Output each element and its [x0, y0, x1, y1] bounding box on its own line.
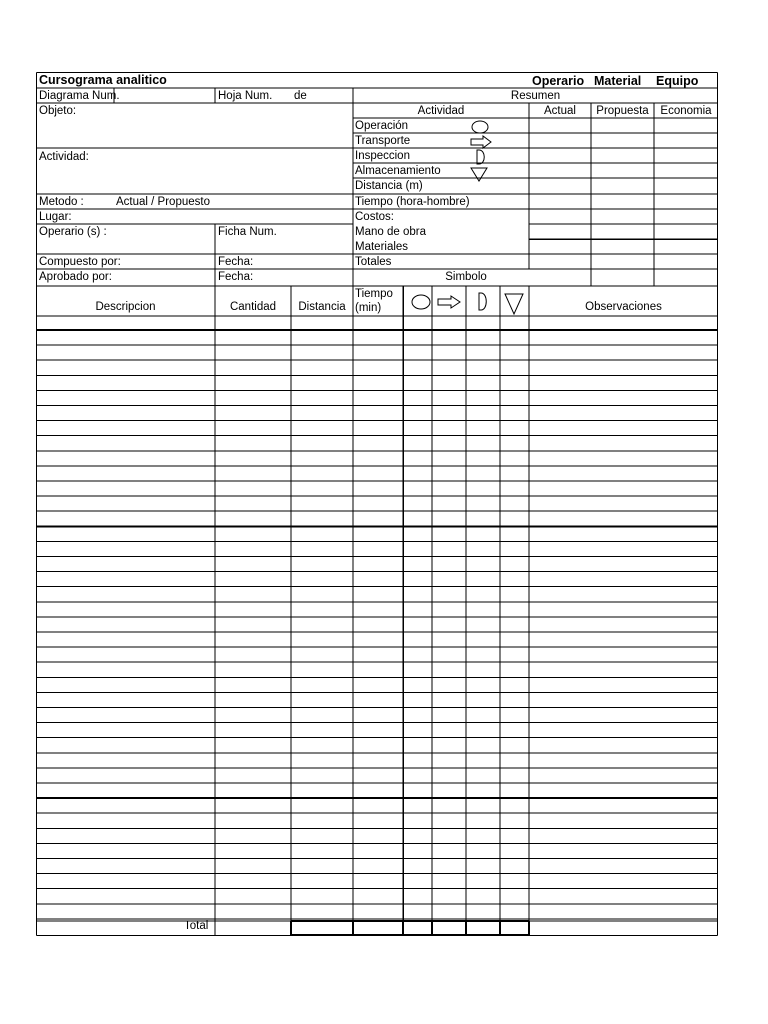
- col-tiempo-unit: (min): [355, 302, 382, 314]
- resumen-col-propuesta: Propuesta: [596, 105, 649, 117]
- total-label: Total: [184, 920, 209, 932]
- col-tiempo: Tiempo: [355, 288, 393, 300]
- objeto-label: Objeto:: [39, 105, 77, 117]
- resumen-distancia: Distancia (m): [355, 180, 423, 192]
- form-title: Cursograma analitico: [39, 73, 167, 87]
- diagrama-num-label: Diagrama Num.: [39, 90, 120, 102]
- fecha-label-1: Fecha:: [218, 256, 254, 268]
- circle-icon: [410, 293, 432, 311]
- type-operario: Operario: [532, 74, 585, 88]
- resumen-tiempo: Tiempo (hora-hombre): [355, 196, 470, 208]
- resumen-costos: Costos:: [355, 211, 394, 223]
- resumen-col-economia: Economia: [660, 105, 712, 117]
- type-equipo: Equipo: [656, 74, 699, 88]
- resumen-simbolo: Simbolo: [445, 271, 487, 283]
- arrow-right-icon: [437, 295, 461, 309]
- triangle-down-icon: [470, 166, 488, 182]
- resumen-materiales: Materiales: [355, 241, 409, 253]
- lugar-label: Lugar:: [39, 211, 72, 223]
- col-cantidad: Cantidad: [229, 301, 277, 313]
- col-distancia: Distancia: [298, 301, 346, 313]
- arrow-right-icon: [470, 135, 492, 149]
- de-label: de: [294, 90, 307, 102]
- resumen-col-actividad: Actividad: [417, 105, 465, 117]
- resumen-transporte: Transporte: [355, 135, 411, 147]
- resumen-operacion: Operación: [355, 120, 409, 132]
- cursograma-form: [36, 72, 718, 936]
- d-shape-icon: [474, 149, 488, 165]
- hoja-num-label: Hoja Num.: [218, 90, 273, 102]
- ficha-num-label: Ficha Num.: [218, 226, 277, 238]
- resumen-inspeccion: Inspeccion: [355, 150, 410, 162]
- resumen-totales: Totales: [355, 256, 392, 268]
- col-descripcion: Descripcion: [95, 301, 156, 313]
- d-shape-icon: [476, 292, 490, 312]
- fecha-label-2: Fecha:: [218, 271, 254, 283]
- metodo-label: Metodo :: [39, 196, 84, 208]
- aprobado-label: Aprobado por:: [39, 271, 112, 283]
- circle-icon: [470, 119, 490, 135]
- resumen-col-actual: Actual: [544, 105, 576, 117]
- resumen-title: Resumen: [510, 90, 561, 102]
- triangle-down-icon: [504, 293, 524, 315]
- actividad-label: Actividad:: [39, 151, 89, 163]
- resumen-mano-obra: Mano de obra: [355, 226, 426, 238]
- resumen-almacenamiento: Almacenamiento: [355, 165, 441, 177]
- col-observaciones: Observaciones: [585, 301, 662, 313]
- metodo-value: Actual / Propuesto: [116, 196, 210, 208]
- operario-label: Operario (s) :: [39, 226, 107, 238]
- type-material: Material: [594, 74, 642, 88]
- compuesto-label: Compuesto por:: [39, 256, 121, 268]
